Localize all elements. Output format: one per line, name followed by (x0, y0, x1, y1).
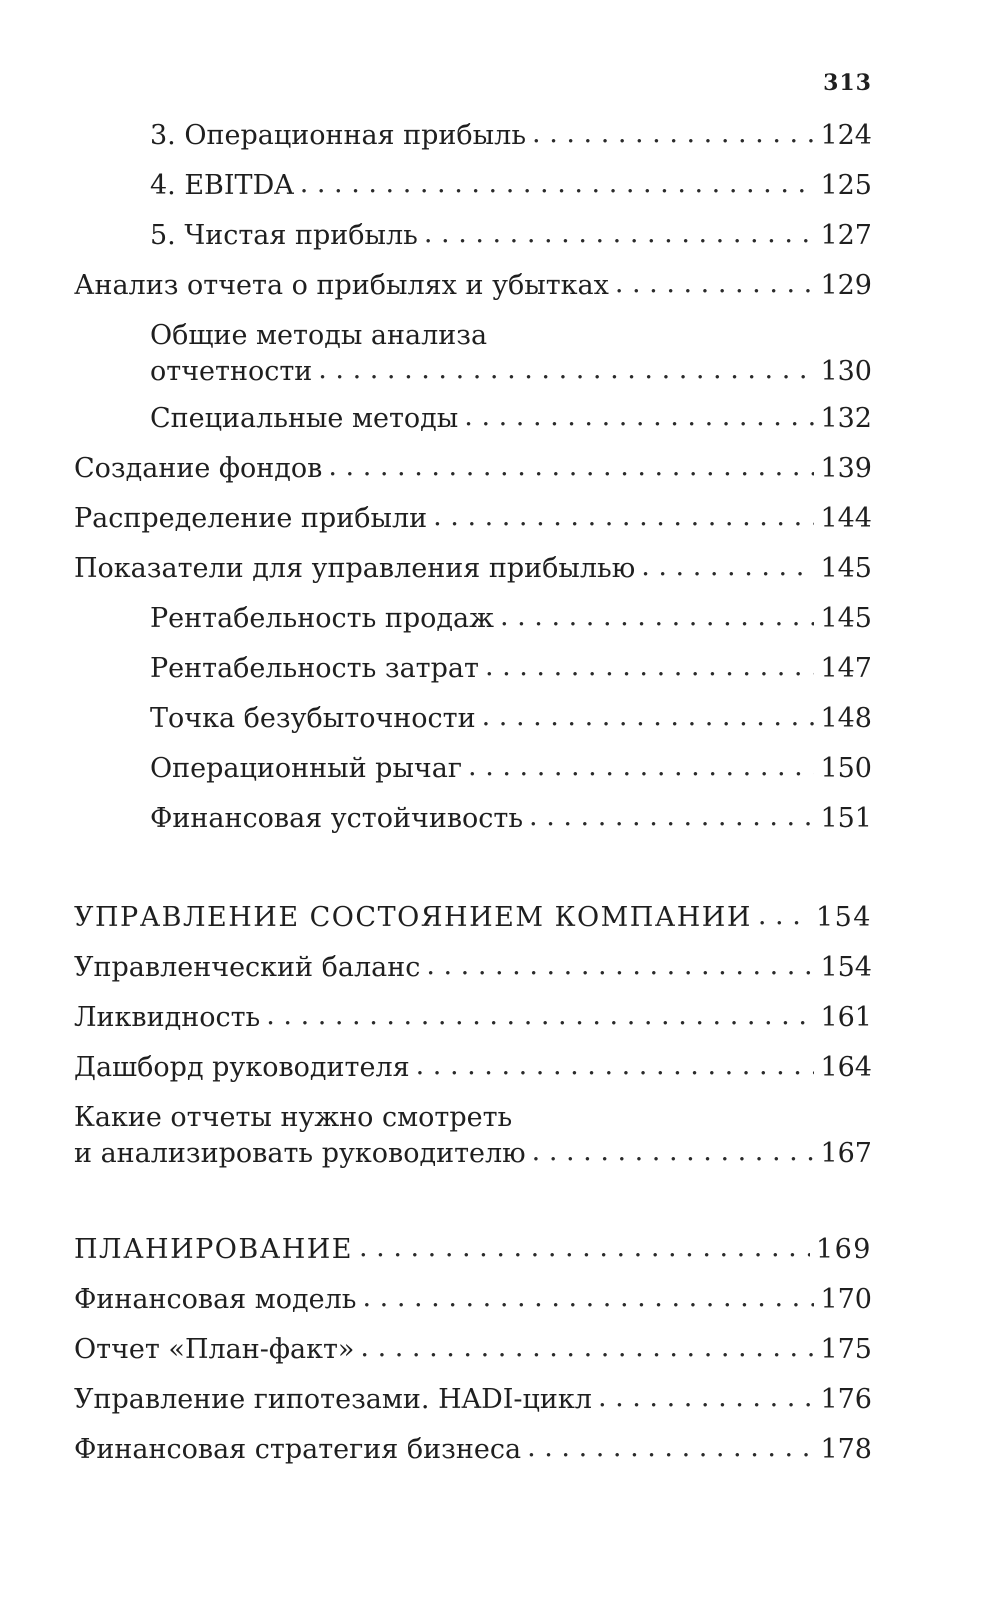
dot-leader (529, 799, 814, 835)
toc-entry-title: Управленческий баланс (74, 952, 421, 983)
toc-entry-general-methods[interactable] (150, 318, 872, 390)
toc-entry-page: 154 (820, 952, 872, 983)
toc-entry-financial-strategy[interactable] (74, 1432, 872, 1468)
toc-entry-page: 139 (820, 453, 872, 484)
toc-entry-plan-fact[interactable] (74, 1332, 872, 1368)
toc-entry-title: Специальные методы (150, 403, 459, 434)
toc-entry-funds[interactable] (74, 451, 872, 487)
toc-entry-title: Финансовая стратегия бизнеса (74, 1434, 522, 1465)
toc-entry-page: 161 (820, 1002, 872, 1033)
dot-leader (468, 749, 814, 785)
toc-entry-title: Ликвидность (74, 1002, 261, 1033)
toc-entry-title: Дашборд руководителя (74, 1052, 410, 1083)
toc-entry-title: Показатели для управления прибылью (74, 553, 636, 584)
dot-leader (318, 352, 814, 388)
toc-entry-page: 144 (820, 503, 872, 534)
dot-leader (758, 898, 810, 934)
dot-leader (500, 599, 815, 635)
toc-entry-page: 147 (820, 653, 872, 684)
toc-entry-operating-profit[interactable] (150, 118, 872, 154)
toc-entry-profit-indicators[interactable] (74, 551, 872, 587)
toc-entry-page: 164 (820, 1052, 872, 1083)
toc-entry-hadi-cycle[interactable] (74, 1382, 872, 1418)
dot-leader (433, 499, 814, 535)
toc-entry-page: 127 (820, 220, 872, 251)
dot-leader (328, 449, 814, 485)
toc-entry-title: Анализ отчета о прибылях и убытках (74, 270, 609, 301)
dot-leader (527, 1430, 814, 1466)
toc-entry-page: 169 (815, 1234, 872, 1265)
toc-entry-title: Отчет «План-факт» (74, 1334, 355, 1365)
toc-entry-title: Распределение прибыли (74, 503, 428, 534)
toc-entry-title: Рентабельность затрат (150, 653, 479, 684)
dot-leader (641, 549, 814, 585)
dot-leader (426, 948, 814, 984)
toc-chapter-planning[interactable] (74, 1232, 872, 1268)
dot-leader (300, 166, 815, 202)
toc-entry-title-line1: Общие методы анализа (150, 320, 488, 351)
toc-entry-title: Финансовая модель (74, 1284, 357, 1315)
toc-entry-page: 130 (820, 356, 872, 387)
toc-entry-title: Рентабельность продаж (150, 603, 494, 634)
dot-leader (424, 216, 815, 252)
toc-entry-cost-profitability[interactable] (150, 651, 872, 687)
toc-entry-title: 4. EBITDA (150, 170, 294, 201)
toc-entry-title: Финансовая устойчивость (150, 803, 524, 834)
dot-leader (266, 998, 814, 1034)
toc-entry-page: 176 (820, 1384, 872, 1415)
toc-entry-special-methods[interactable] (150, 401, 872, 437)
toc-entry-operating-leverage[interactable] (150, 751, 872, 787)
toc-entry-title: ПЛАНИРОВАНИЕ (74, 1234, 354, 1265)
dot-leader (532, 1134, 815, 1170)
dot-leader (359, 1230, 810, 1266)
toc-entry-title: Создание фондов (74, 453, 323, 484)
toc-entry-management-balance[interactable] (74, 950, 872, 986)
toc-entry-title: Операционный рычаг (150, 753, 463, 784)
toc-entry-page: 145 (820, 553, 872, 584)
toc-entry-page: 170 (820, 1284, 872, 1315)
toc-entry-sales-profitability[interactable] (150, 601, 872, 637)
toc-entry-liquidity[interactable] (74, 1000, 872, 1036)
toc-entry-reports-to-review[interactable] (74, 1100, 872, 1172)
toc-entry-break-even[interactable] (150, 701, 872, 737)
toc-entry-title: 5. Чистая прибыль (150, 220, 418, 251)
toc-entry-title-line1: Какие отчеты нужно смотреть (74, 1102, 513, 1133)
toc-entry-ebitda[interactable] (150, 168, 872, 204)
toc-entry-page: 178 (820, 1434, 872, 1465)
toc-entry-page: 154 (815, 902, 872, 933)
toc-entry-net-profit[interactable] (150, 218, 872, 254)
toc-entry-page: 124 (820, 120, 872, 151)
dot-leader (416, 1048, 815, 1084)
dot-leader (615, 266, 815, 302)
toc-entry-page: 145 (820, 603, 872, 634)
toc-entry-page: 129 (820, 270, 872, 301)
toc-entry-financial-model[interactable] (74, 1282, 872, 1318)
toc-entry-title: отчетности (150, 356, 313, 387)
toc-entry-page: 150 (820, 753, 872, 784)
toc-entry-page: 167 (820, 1138, 872, 1169)
dot-leader (464, 399, 814, 435)
dot-leader (532, 116, 814, 152)
toc-entry-pnl-analysis[interactable] (74, 268, 872, 304)
toc-entry-title: УПРАВЛЕНИЕ СОСТОЯНИЕМ КОМПАНИИ (74, 902, 752, 933)
toc-entry-page: 175 (820, 1334, 872, 1365)
dot-leader (360, 1330, 814, 1366)
toc-entry-title: Точка безубыточности (150, 703, 476, 734)
toc-entry-page: 148 (820, 703, 872, 734)
dot-leader (485, 649, 815, 685)
toc-chapter-company-state[interactable] (74, 900, 872, 936)
toc-entry-title: и анализировать руководителю (74, 1138, 526, 1169)
toc-entry-title: Управление гипотезами. HADI-цикл (74, 1384, 592, 1415)
dot-leader (598, 1380, 815, 1416)
toc-entry-financial-stability[interactable] (150, 801, 872, 837)
dot-leader (363, 1280, 815, 1316)
toc-entry-page: 151 (820, 803, 872, 834)
dot-leader (482, 699, 815, 735)
page-number: 313 (823, 70, 872, 96)
toc-entry-page: 125 (820, 170, 872, 201)
toc-entry-title: 3. Операционная прибыль (150, 120, 527, 151)
toc-entry-dashboard[interactable] (74, 1050, 872, 1086)
toc-entry-page: 132 (820, 403, 872, 434)
toc-entry-profit-distribution[interactable] (74, 501, 872, 537)
